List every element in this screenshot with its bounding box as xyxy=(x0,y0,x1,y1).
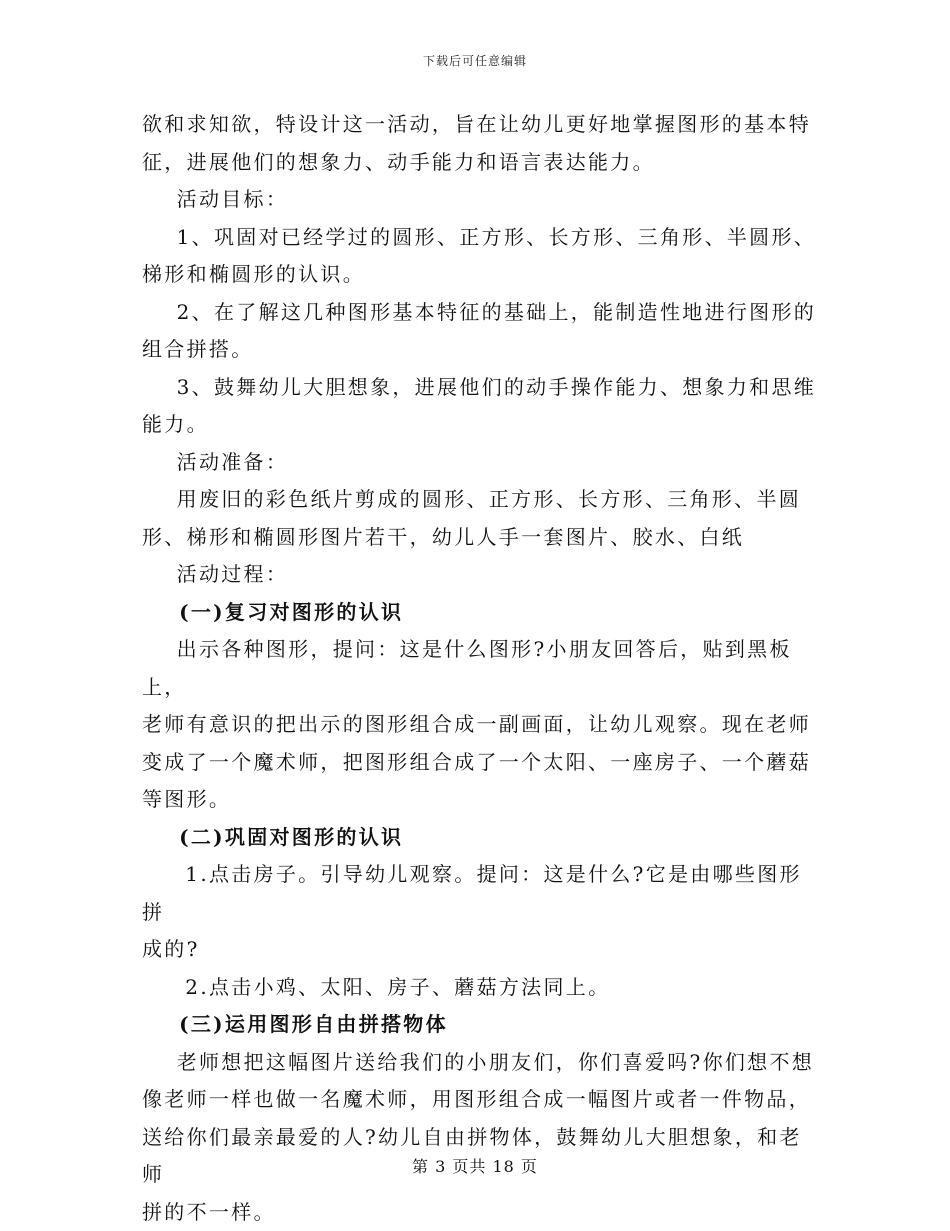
body-line: 拼的不一样。 xyxy=(142,1194,822,1231)
section-label-process: 活动过程： xyxy=(142,556,822,594)
subheading-review: (一)复习对图形的认识 xyxy=(142,594,822,632)
page-header: 下载后可任意编辑 xyxy=(0,52,950,69)
goal-item-2: 2、在了解这几种图形基本特征的基础上，能制造性地进行图形的 xyxy=(142,294,822,332)
body-line: 出示各种图形，提问：这是什么图形?小朋友回答后，贴到黑板上， xyxy=(142,631,822,706)
step-item-2: 2.点击小鸡、太阳、房子、蘑菇方法同上。 xyxy=(142,969,822,1007)
step-item-1: 1.点击房子。引导幼儿观察。提问：这是什么?它是由哪些图形拼 xyxy=(142,856,822,931)
subheading-consolidate: (二)巩固对图形的认识 xyxy=(142,819,822,857)
subheading-free-build: (三)运用图形自由拼搭物体 xyxy=(142,1006,822,1044)
body-line: 组合拼搭。 xyxy=(142,331,822,369)
body-line: 老师想把这幅图片送给我们的小朋友们，你们喜爱吗?你们想不想 xyxy=(142,1044,822,1082)
body-line: 变成了一个魔术师，把图形组合成了一个太阳、一座房子、一个蘑菇 xyxy=(142,744,822,782)
body-line: 送给你们最亲最爱的人?幼儿自由拼物体，鼓舞幼儿大胆想象，和老师 xyxy=(142,1119,822,1194)
page-number: 第 3 页共 18 页 xyxy=(0,1154,950,1177)
section-label-preparation: 活动准备： xyxy=(142,444,822,482)
goal-item-3: 3、鼓舞幼儿大胆想象，进展他们的动手操作能力、想象力和思维 xyxy=(142,369,822,407)
body-line: 成的? xyxy=(142,931,822,969)
body-line: 梯形和椭圆形的认识。 xyxy=(142,256,822,294)
body-line: 征，进展他们的想象力、动手能力和语言表达能力。 xyxy=(142,144,822,182)
body-line: 老师有意识的把出示的图形组合成一副画面，让幼儿观察。现在老师 xyxy=(142,706,822,744)
body-line: 欲和求知欲，特设计这一活动，旨在让幼儿更好地掌握图形的基本特 xyxy=(142,106,822,144)
body-line: 像老师一样也做一名魔术师，用图形组合成一幅图片或者一件物品， xyxy=(142,1081,822,1119)
goal-item-1: 1、巩固对已经学过的圆形、正方形、长方形、三角形、半圆形、 xyxy=(142,219,822,257)
body-line: 用废旧的彩色纸片剪成的圆形、正方形、长方形、三角形、半圆 xyxy=(142,481,822,519)
body-line: 能力。 xyxy=(142,406,822,444)
body-line: 等图形。 xyxy=(142,781,822,819)
document-body xyxy=(142,106,822,1231)
body-line: 形、梯形和椭圆形图片若干，幼儿人手一套图片、胶水、白纸 xyxy=(142,519,822,557)
section-label-goals: 活动目标： xyxy=(142,181,822,219)
